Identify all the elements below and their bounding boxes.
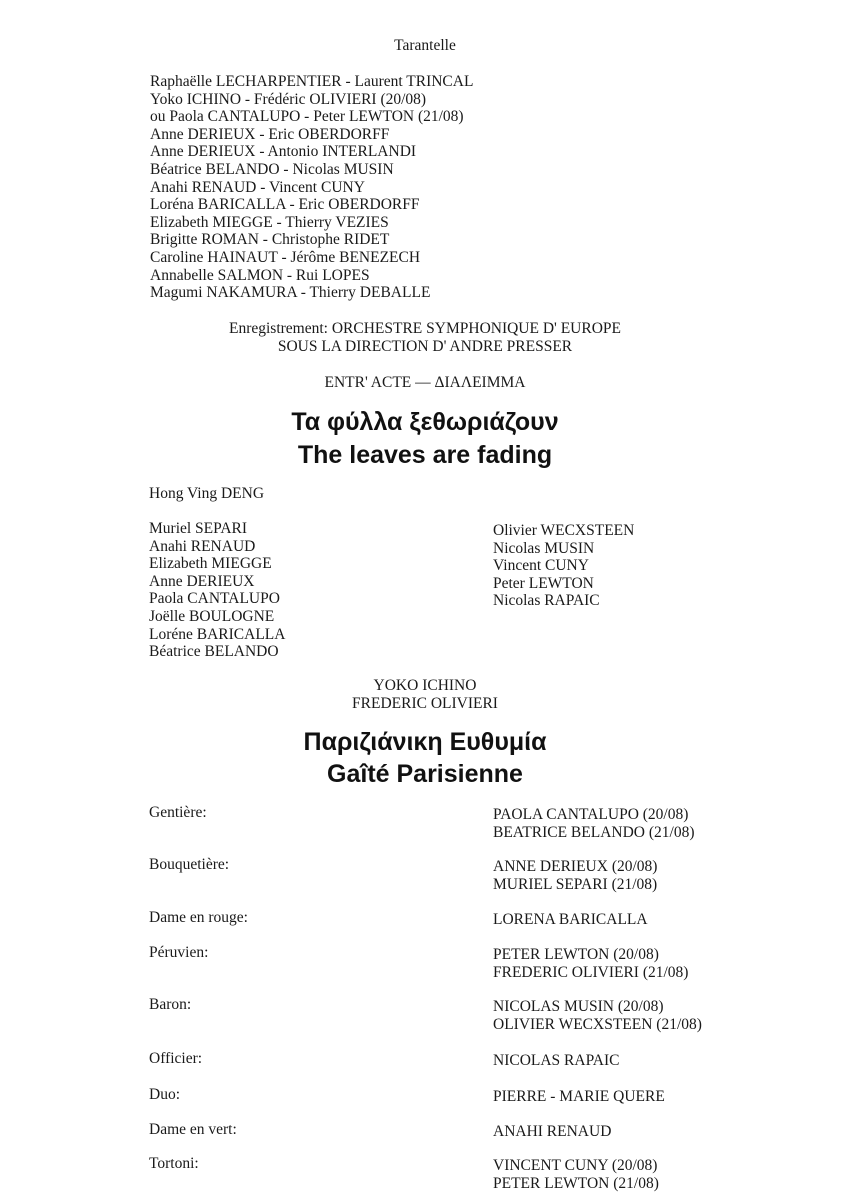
role-label: Péruvien: [149, 944, 209, 961]
cast-line: PETER LEWTON (21/08) [493, 1174, 659, 1192]
cast-line: Yoko ICHINO - Frédéric OLIVIERI (20/08) [150, 90, 427, 108]
cast-line: BEATRICE BELANDO (21/08) [493, 823, 695, 841]
tarantelle-heading: Tarantelle [394, 37, 456, 54]
role-cast [493, 806, 695, 841]
cast-line: LORENA BARICALLA [493, 911, 648, 928]
cast-line: Anahi RENAUD - Vincent CUNY [150, 178, 365, 196]
cast-line: Nicolas MUSIN [493, 539, 595, 557]
cast-line: PIERRE - MARIE QUERE [493, 1088, 665, 1105]
cast-line: PETER LEWTON (20/08) [493, 946, 659, 963]
cast-line: Annabelle SALMON - Rui LOPES [150, 266, 370, 284]
role-cast [493, 911, 648, 929]
cast-line: Béatrice BELANDO - Nicolas MUSIN [150, 160, 394, 178]
principal-dancer: YOKO ICHINO [373, 677, 477, 694]
role-cast [493, 998, 702, 1033]
cast-line: Paola CANTALUPO [149, 590, 280, 608]
gaite-title-french: Gaîté Parisienne [327, 760, 523, 788]
recording-line: SOUS LA DIRECTION D' ANDRE PRESSER [277, 337, 573, 355]
role-cast [493, 858, 657, 893]
cast-line: ANAHI RENAUD [493, 1123, 612, 1140]
role-cast [493, 1052, 619, 1070]
cast-line: MURIEL SEPARI (21/08) [493, 875, 658, 893]
cast-line: Anne DERIEUX - Eric OBERDORFF [150, 125, 390, 143]
cast-line: Peter LEWTON [493, 574, 594, 592]
role-label: Baron: [149, 996, 192, 1013]
cast-line: Anne DERIEUX - Antonio INTERLANDI [150, 143, 417, 161]
leaves-title-english: The leaves are fading [297, 441, 553, 469]
recording-credit [0, 320, 850, 355]
gaite-title-greek: Παριζιάνικη Ευθυμία [303, 728, 547, 756]
cast-line: ou Paola CANTALUPO - Peter LEWTON (21/08) [150, 108, 464, 126]
principal-dancer: FREDERIC OLIVIERI [352, 694, 498, 712]
tarantelle-cast-list [150, 73, 473, 302]
role-cast [493, 946, 688, 981]
entracte-label: ENTR' ACTE — ΔΙΑΛΕΙΜΜΑ [324, 374, 526, 391]
leaves-choreographer: Hong Ving DENG [149, 485, 265, 502]
role-label: Officier: [149, 1050, 203, 1067]
cast-line: VINCENT CUNY (20/08) [493, 1157, 658, 1174]
cast-line: Loréne BARICALLA [149, 625, 286, 643]
cast-line: Loréna BARICALLA - Eric OBERDORFF [150, 196, 420, 214]
role-label: Bouquetière: [149, 856, 230, 873]
cast-line: Caroline HAINAUT - Jérôme BENEZECH [150, 248, 421, 266]
cast-line: Raphaëlle LECHARPENTIER - Laurent TRINCAL [150, 73, 474, 90]
role-label: Dame en vert: [149, 1121, 237, 1138]
role-cast [493, 1157, 659, 1192]
leaves-principals [0, 677, 850, 712]
cast-line: Anahi RENAUD [149, 537, 256, 555]
cast-line: Anne DERIEUX [149, 572, 255, 590]
recording-line: Enregistrement: ORCHESTRE SYMPHONIQUE D' EUROPE [228, 320, 621, 337]
leaves-cast-right [493, 522, 634, 610]
cast-line: Olivier WECXSTEEN [493, 522, 635, 539]
cast-line: Vincent CUNY [493, 557, 589, 575]
cast-line: Joëlle BOULOGNE [149, 607, 275, 625]
cast-line: Elizabeth MIEGGE [149, 555, 272, 573]
cast-line: OLIVIER WECXSTEEN (21/08) [493, 1015, 702, 1033]
leaves-cast-left [149, 520, 285, 661]
cast-line: Béatrice BELANDO [149, 643, 279, 661]
role-label: Dame en rouge: [149, 909, 248, 926]
cast-line: PAOLA CANTALUPO (20/08) [493, 806, 689, 823]
cast-line: Elizabeth MIEGGE - Thierry VEZIES [150, 213, 389, 231]
cast-line: Muriel SEPARI [149, 520, 248, 537]
cast-line: FREDERIC OLIVIERI (21/08) [493, 963, 689, 981]
role-label: Duo: [149, 1086, 180, 1103]
cast-line: NICOLAS MUSIN (20/08) [493, 998, 664, 1015]
role-cast [493, 1088, 665, 1106]
leaves-title-greek: Τα φύλλα ξεθωριάζουν [291, 408, 559, 436]
role-cast [493, 1123, 611, 1141]
cast-line: ANNE DERIEUX (20/08) [493, 858, 658, 875]
cast-line: Brigitte ROMAN - Christophe RIDET [150, 231, 390, 249]
cast-line: Magumi NAKAMURA - Thierry DEBALLE [150, 284, 431, 302]
role-label: Gentière: [149, 804, 207, 821]
role-label: Tortoni: [149, 1155, 199, 1172]
cast-line: Nicolas RAPAIC [493, 592, 600, 610]
cast-line: NICOLAS RAPAIC [493, 1052, 620, 1069]
